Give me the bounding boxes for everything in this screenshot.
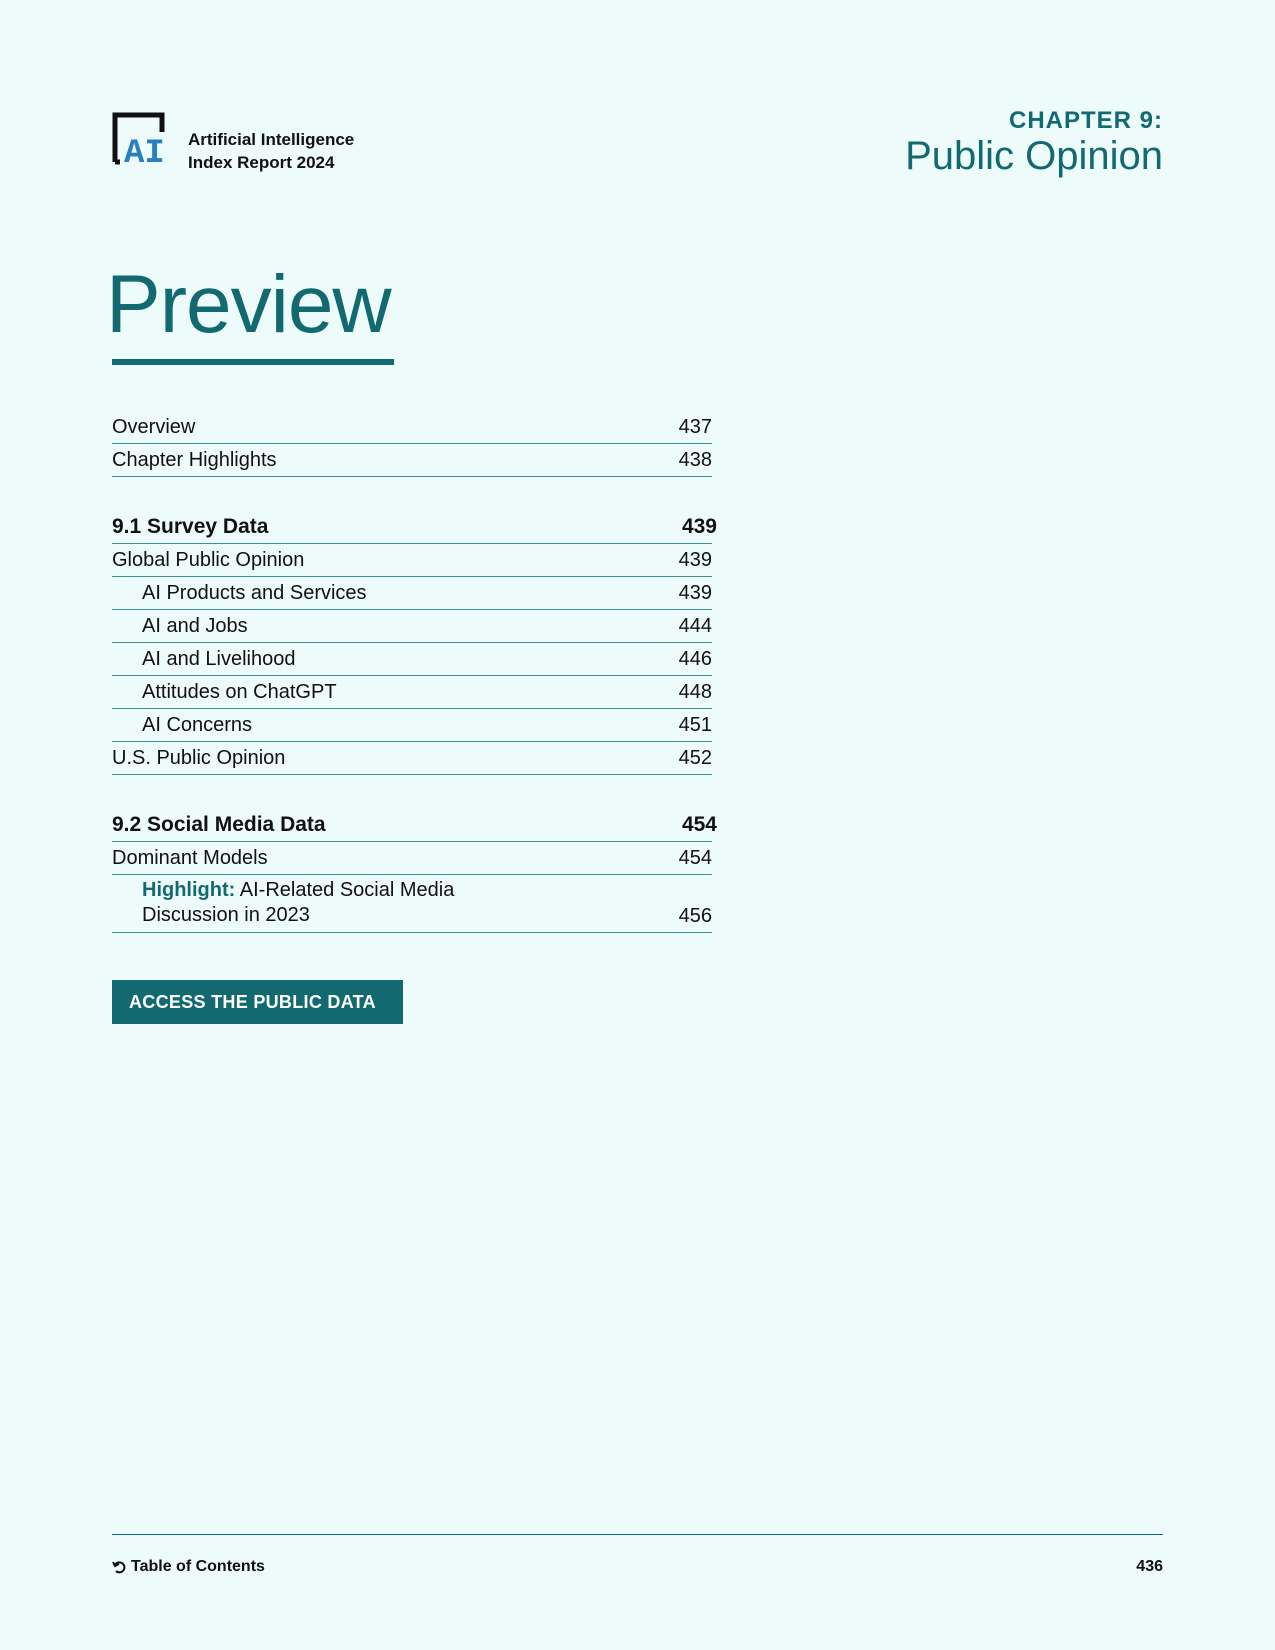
toc [112, 411, 717, 933]
toc-item-chatgpt[interactable] [112, 676, 712, 709]
toc-label: Chapter Highlights [112, 449, 277, 471]
footer-divider [112, 1534, 1163, 1535]
page-number: 436 [1136, 1558, 1163, 1575]
toc-label: AI and Jobs [142, 615, 248, 637]
access-public-data-button[interactable]: ACCESS THE PUBLIC DATA [112, 980, 403, 1024]
toc-page: 444 [678, 615, 712, 637]
svg-text:AI: AI [124, 135, 165, 166]
toc-label: U.S. Public Opinion [112, 747, 286, 769]
toc-item-dominant[interactable] [112, 842, 712, 875]
toc-item-overview[interactable] [112, 411, 712, 444]
preview-title: Preview [106, 259, 391, 350]
highlight-line1: AI-Related Social Media [235, 879, 455, 901]
toc-page: 454 [681, 813, 717, 836]
preview-underline [112, 359, 394, 365]
toc-page: 439 [678, 549, 712, 571]
toc-page: 448 [678, 681, 712, 703]
toc-label: Dominant Models [112, 847, 268, 869]
toc-page: 437 [678, 416, 712, 438]
toc-section-9-2[interactable] [112, 809, 717, 842]
toc-item-jobs[interactable] [112, 610, 712, 643]
ai-index-logo [112, 112, 174, 166]
toc-item-us[interactable] [112, 742, 712, 775]
toc-label: 9.1 Survey Data [112, 515, 269, 538]
toc-label: Overview [112, 416, 196, 438]
toc-item-highlights[interactable] [112, 444, 712, 477]
toc-label: Global Public Opinion [112, 549, 305, 571]
chapter-title: Public Opinion [905, 134, 1163, 178]
toc-gap [112, 477, 712, 511]
highlight-line2: Discussion in 2023 [142, 904, 310, 926]
toc-page: 438 [678, 449, 712, 471]
toc-item-concerns[interactable] [112, 709, 712, 742]
toc-label: AI Concerns [142, 714, 253, 736]
highlight-prefix: Highlight: [142, 879, 236, 901]
toc-label: AI and Livelihood [142, 648, 296, 670]
return-arrow-icon [112, 1560, 127, 1575]
chapter-label: CHAPTER 9: [1008, 107, 1163, 134]
report-name-line1: Artificial Intelligence [188, 130, 355, 149]
toc-item-global[interactable] [112, 544, 712, 577]
toc-item-products[interactable] [112, 577, 712, 610]
toc-item-highlight[interactable] [112, 875, 712, 933]
toc-page: 439 [681, 515, 717, 538]
report-name-line2: Index Report 2024 [188, 153, 335, 172]
toc-section-9-1[interactable] [112, 511, 717, 544]
toc-label: AI Products and Services [142, 582, 367, 604]
toc-page: 451 [678, 714, 712, 736]
table-of-contents-link[interactable] [112, 1558, 265, 1576]
toc-label: Attitudes on ChatGPT [142, 681, 337, 703]
toc-page: 452 [678, 747, 712, 769]
toc-page: 439 [678, 582, 712, 604]
toc-page: 456 [678, 905, 712, 927]
toc-item-livelihood[interactable] [112, 643, 712, 676]
toc-link-label: Table of Contents [131, 1558, 265, 1575]
report-name [188, 128, 354, 174]
toc-label: 9.2 Social Media Data [112, 813, 326, 836]
toc-label [112, 878, 454, 928]
toc-gap [112, 775, 712, 809]
toc-page: 446 [678, 648, 712, 670]
toc-page: 454 [678, 847, 712, 869]
